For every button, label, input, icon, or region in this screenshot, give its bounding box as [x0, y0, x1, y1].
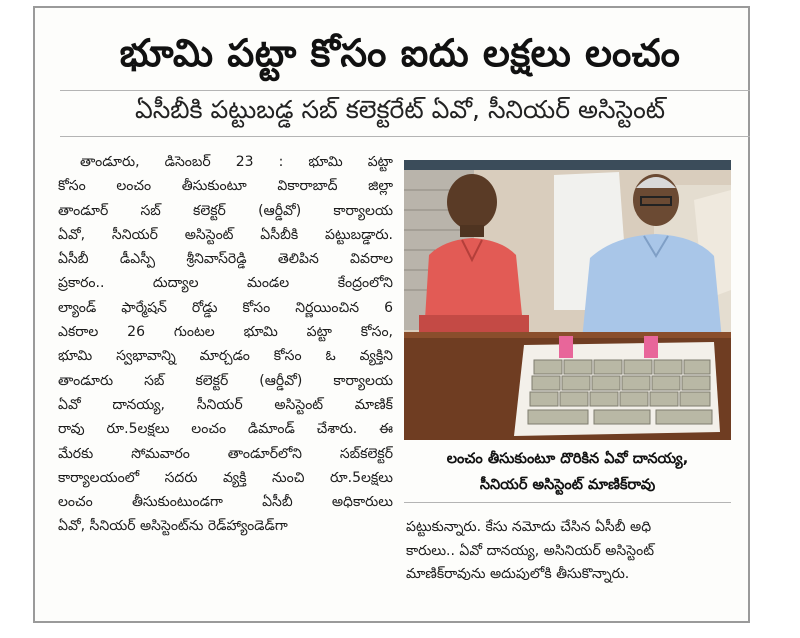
- body-line: ఏవో దానయ్య, సీనియర్‌ అసిస్టెంట్‌ మాణిక్‌: [58, 396, 393, 413]
- body-line: తాండూరు సబ్‌ కలెక్టర్‌ (ఆర్డీవో) కార్యాలయ: [58, 372, 393, 389]
- body-line: మాణిక్‌రావును అదుపులోకి తీసుకొన్నారు.: [406, 566, 630, 582]
- body-line: తాండూర్‌ సబ్‌ కలెక్టర్‌ (ఆర్డీవో) కార్యాలయ: [58, 202, 393, 219]
- body-line: కోసం లంచం తీసుకుంటూ వికారాబాద్‌ జిల్లా: [58, 178, 393, 195]
- headline-divider: [60, 90, 750, 91]
- body-line: ఎకరాల 26 గుంటల భూమి పట్టా కోసం,: [58, 324, 393, 341]
- body-line: భూమి స్వభావాన్ని మార్చడం కోసం ఓ వ్యక్తిని: [58, 348, 393, 365]
- caption-divider: [404, 502, 731, 503]
- body-line: ప్రకారం.. దుద్యాల మండల కేంద్రంలోని: [58, 275, 393, 292]
- body-line: పట్టుకున్నారు. కేసు నమోదు చేసిన ఏసీబీ అధి: [406, 519, 652, 535]
- body-line: మేరకు సోమవారం తాండూర్‌లోని సబ్‌కలెక్టర్‌: [58, 445, 393, 462]
- article-continuation: [406, 516, 742, 587]
- body-line: లంచం తీసుకుంటుండగా ఏసీబీ అధికారులు: [58, 494, 393, 511]
- body-line: కారులు.. ఏవో దానయ్య, అసినియర్‌ అసిస్టెంట్‌: [406, 542, 654, 559]
- subhead-divider: [60, 136, 750, 137]
- photo-caption: [404, 446, 731, 498]
- body-line: కార్యాలయంలో సదరు వ్యక్తి నుంచి రూ.5లక్షలు: [58, 469, 393, 486]
- body-line: తాండూరు, డిసెంబర్‌ 23 : భూమి పట్టా: [80, 154, 393, 170]
- headline: భూమి పట్టా కోసం ఐదు లక్షలు లంచం: [119, 31, 681, 75]
- article-body: [58, 150, 393, 539]
- news-photo: [404, 160, 731, 440]
- body-line: ఏవో, సీనియర్‌ అసిస్టెంట్‌ ఏసీబీకి పట్టుబడ్డారు.: [58, 226, 393, 243]
- body-line: ఏసీబీ డీఎస్పీ శ్రీనివాస్‌రెడ్డి తెలిపిన వివరాల: [58, 251, 393, 268]
- caption-line: లంచం తీసుకుంటూ దొరికిన ఏవో దానయ్య,: [446, 451, 689, 467]
- body-line: రావు రూ.5లక్షలు లంచం డిమాండ్‌ చేశారు. ఈ: [58, 421, 393, 438]
- body-line: ల్యాండ్‌ ఫార్మేషన్‌ రోడ్డు కోసం నిర్ణయించిన 6: [58, 299, 393, 316]
- caption-line: సీనియర్‌ అసిస్టెంట్‌ మాణిక్‌రావు: [479, 477, 656, 493]
- subheadline: ఏసీబీకి పట్టుబడ్డ సబ్‌ కలెక్టరేట్‌ ఏవో, సీనియర్‌ అసిస్టెంట్‌: [134, 95, 666, 124]
- body-line: ఏవో, సీనియర్‌ అసిస్టెంట్‌ను రెడ్‌హ్యాండెడ్‌గా: [58, 518, 288, 535]
